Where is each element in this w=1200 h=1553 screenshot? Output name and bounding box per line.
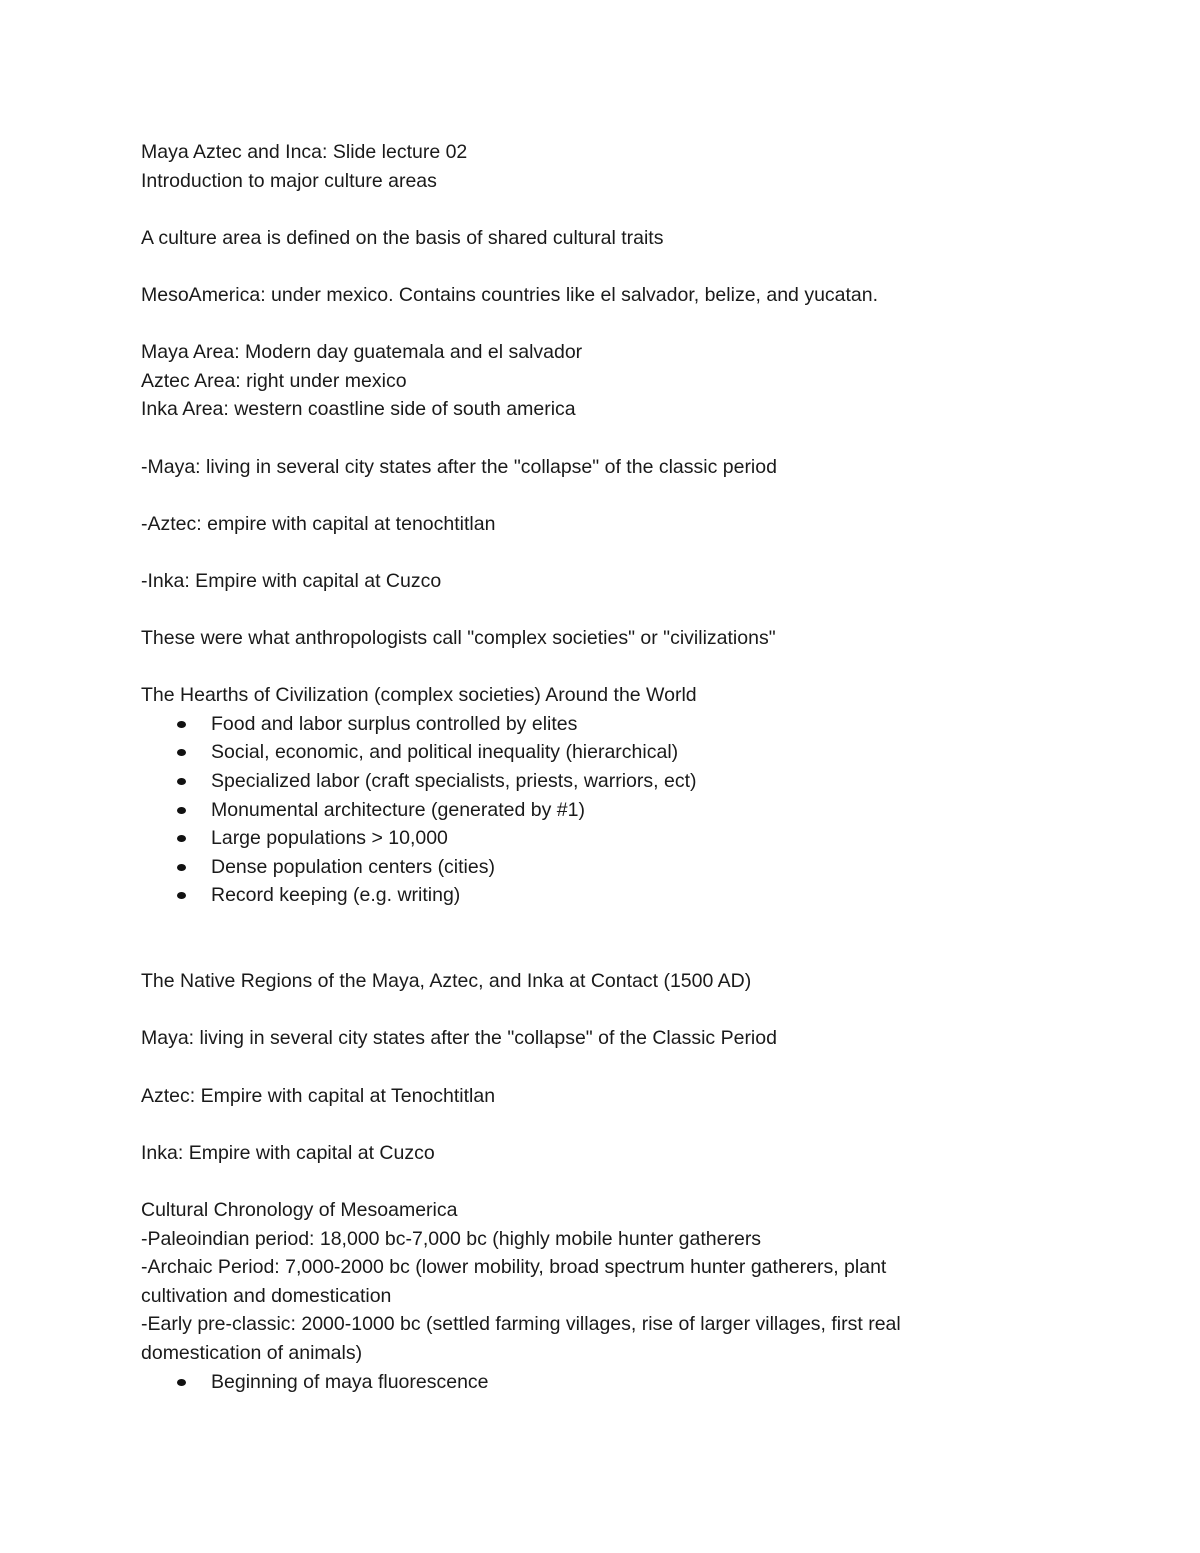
complex-societies-note: These were what anthropologists call "complex societies" or "civilizations" [141,627,776,650]
list-item-text: Food and labor surplus controlled by elites [211,712,578,735]
list-item [141,796,1021,825]
spacer [141,910,1021,967]
spacer [141,538,1021,567]
list-item-text: Social, economic, and political inequality (hierarchical) [211,741,679,764]
document-title: Maya Aztec and Inca: Slide lecture 02 [141,141,468,163]
hearths-list [141,710,1021,910]
hearths-heading: The Hearths of Civilization (complex societies) Around the World [141,684,697,707]
document-page [141,138,1021,1396]
list-item-text: Large populations > 10,000 [211,827,448,850]
area-inka: Inka Area: western coastline side of south america [141,398,576,421]
area-maya: Maya Area: Modern day guatemala and el salvador [141,341,583,364]
spacer [141,252,1021,281]
aztec-contact: Aztec: Empire with capital at Tenochtitlan [141,1084,496,1107]
bullet-icon [177,864,186,871]
list-item-text: Dense population centers (cities) [211,855,495,878]
bullet-icon [177,835,186,842]
bullet-icon [177,892,186,899]
list-item [141,824,1021,853]
list-item-text: Specialized labor (craft specialists, priests, warriors, ect) [211,770,697,793]
list-item [141,738,1021,767]
spacer [141,481,1021,510]
maya-note: -Maya: living in several city states after the "collapse" of the classic period [141,455,777,478]
document-subtitle: Introduction to major culture areas [141,169,437,192]
bullet-icon [177,778,186,785]
list-item-text: Monumental architecture (generated by #1) [211,798,585,821]
chronology-archaic: -Archaic Period: 7,000-2000 bc (lower mobility, broad spectrum hunter gatherers, plant [141,1256,887,1279]
bullet-icon [177,749,186,756]
inka-note: -Inka: Empire with capital at Cuzco [141,569,442,592]
maya-contact: Maya: living in several city states after the "collapse" of the Classic Period [141,1027,777,1050]
spacer [141,195,1021,224]
chronology-early-preclassic: -Early pre-classic: 2000-1000 bc (settled farming villages, rise of larger villages, first real [141,1313,901,1336]
aztec-note: -Aztec: empire with capital at tenochtitlan [141,512,496,535]
list-item-text: Beginning of maya fluorescence [211,1370,489,1393]
list-item [141,767,1021,796]
spacer [141,1167,1021,1196]
list-item-text: Record keeping (e.g. writing) [211,884,461,907]
mesoamerica-note: MesoAmerica: under mexico. Contains countries like el salvador, belize, and yucatan. [141,283,879,306]
chronology-archaic-cont: cultivation and domestication [141,1284,392,1307]
chronology-early-preclassic-cont: domestication of animals) [141,1341,363,1364]
list-item [141,1368,1021,1397]
bullet-icon [177,807,186,814]
area-aztec: Aztec Area: right under mexico [141,369,407,392]
spacer [141,1053,1021,1082]
inka-contact: Inka: Empire with capital at Cuzco [141,1141,435,1164]
spacer [141,596,1021,625]
chronology-heading: Cultural Chronology of Mesoamerica [141,1198,458,1221]
list-item [141,881,1021,910]
bullet-icon [177,1379,186,1386]
list-item [141,710,1021,739]
chronology-list [141,1368,1021,1397]
spacer [141,424,1021,453]
list-item [141,853,1021,882]
spacer [141,1110,1021,1139]
spacer [141,310,1021,339]
culture-area-definition: A culture area is defined on the basis of shared cultural traits [141,226,664,249]
spacer [141,996,1021,1025]
bullet-icon [177,721,186,728]
native-regions-heading: The Native Regions of the Maya, Aztec, and Inka at Contact (1500 AD) [141,970,752,993]
spacer [141,653,1021,682]
chronology-paleoindian: -Paleoindian period: 18,000 bc-7,000 bc (highly mobile hunter gatherers [141,1227,762,1250]
